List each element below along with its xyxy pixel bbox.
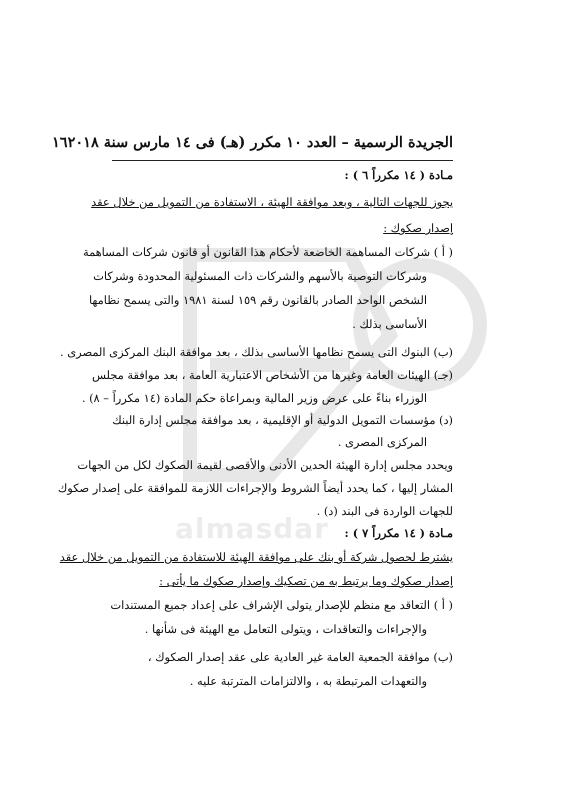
watermark-text: almasdar <box>175 512 329 545</box>
clause-b: (ب) البنوك التى يسمح نظامها الأساسى بذلك ، بعد موافقة البنك المركزى المصرى . <box>60 345 453 359</box>
page-number: ١٦ <box>52 134 68 151</box>
board-limits-line-3: للجهات الواردة فى البند (د) . <box>316 504 453 518</box>
clause-a-line-1: ( أ ) شركات المساهمة الخاضعة لأحكام هذا القانون أو قانون شركات المساهمة <box>82 245 453 259</box>
article-14-6-intro-cont: إصدار صكوك : <box>383 221 453 235</box>
clause-d-line-1: (د) مؤسسات التمويل الدولية أو الإقليمية ، بعد موافقة مجلس إدارة البنك <box>112 413 453 427</box>
condition-a-line-1: ( أ ) التعاقد مع منظم للإصدار يتولى الإشراف على إعداد جميع المستندات <box>110 598 453 612</box>
board-limits-line-1: ويحدد مجلس إدارة الهيئة الحدين الأدنى والأقصى لقيمة الصكوك لكل من الجهات <box>77 458 453 472</box>
clause-c-line-1: (جـ) الهيئات العامة وغيرها من الأشخاص الاعتبارية العامة ، بعد موافقة مجلس <box>91 368 453 382</box>
condition-b-line-1: (ب) موافقة الجمعية العامة غير العادية على عقد إصدار الصكوك ، <box>147 650 453 664</box>
condition-a-line-2: والإجراءات والتعاقدات ، ويتولى التعامل مع الهيئة فى شأنها . <box>144 622 427 636</box>
header-divider <box>112 160 453 161</box>
page-header <box>52 134 453 151</box>
clause-a-line-2: وشركات التوصية بالأسهم والشركات ذات المسئولية المحدودة وشركات <box>93 269 427 283</box>
article-14-7-heading: مـادة ( ١٤ مكرراً ٧ ) : <box>344 526 453 540</box>
header-title: الجريدة الرسمية – العدد ١٠ مكرر (هـ) فى ١٤ مارس سنة ٢٠١٨ <box>67 134 453 151</box>
article-14-6-intro: يجوز للجهات التالية ، وبعد موافقة الهيئة ، الاستفادة من التمويل من خلال عقد <box>91 195 453 209</box>
article-14-6-heading: مـادة ( ١٤ مكرراً ٦ ) : <box>344 168 453 182</box>
board-limits-line-2: المشار إليها ، كما يحدد أيضاً الشروط والإجراءات اللازمة للموافقة على إصدار صكوك <box>57 481 453 495</box>
clause-a-line-4: الأساسى بذلك . <box>352 317 427 331</box>
clause-d-line-2: المركزى المصرى . <box>337 435 427 449</box>
clause-a-line-3: الشخص الواحد الصادر بالقانون رقم ١٥٩ لسنة ١٩٨١ والتى يسمح نظامها <box>88 293 427 307</box>
condition-b-line-2: والتعهدات المرتبطة به ، والالتزامات المترتبة عليه . <box>189 674 427 688</box>
article-14-7-intro-cont: إصدار صكوك وما يرتبط به من تصكيك وإصدار صكوك ما يأتى : <box>159 574 453 588</box>
article-14-7-intro: يشترط لحصول شركة أو بنك على موافقة الهيئة للاستفادة من التمويل من خلال عقد <box>59 550 453 564</box>
clause-c-line-2: الوزراء بناءً على عرض وزير المالية وبمراعاة حكم المادة (١٤ مكرراً – ٨) . <box>81 391 427 405</box>
